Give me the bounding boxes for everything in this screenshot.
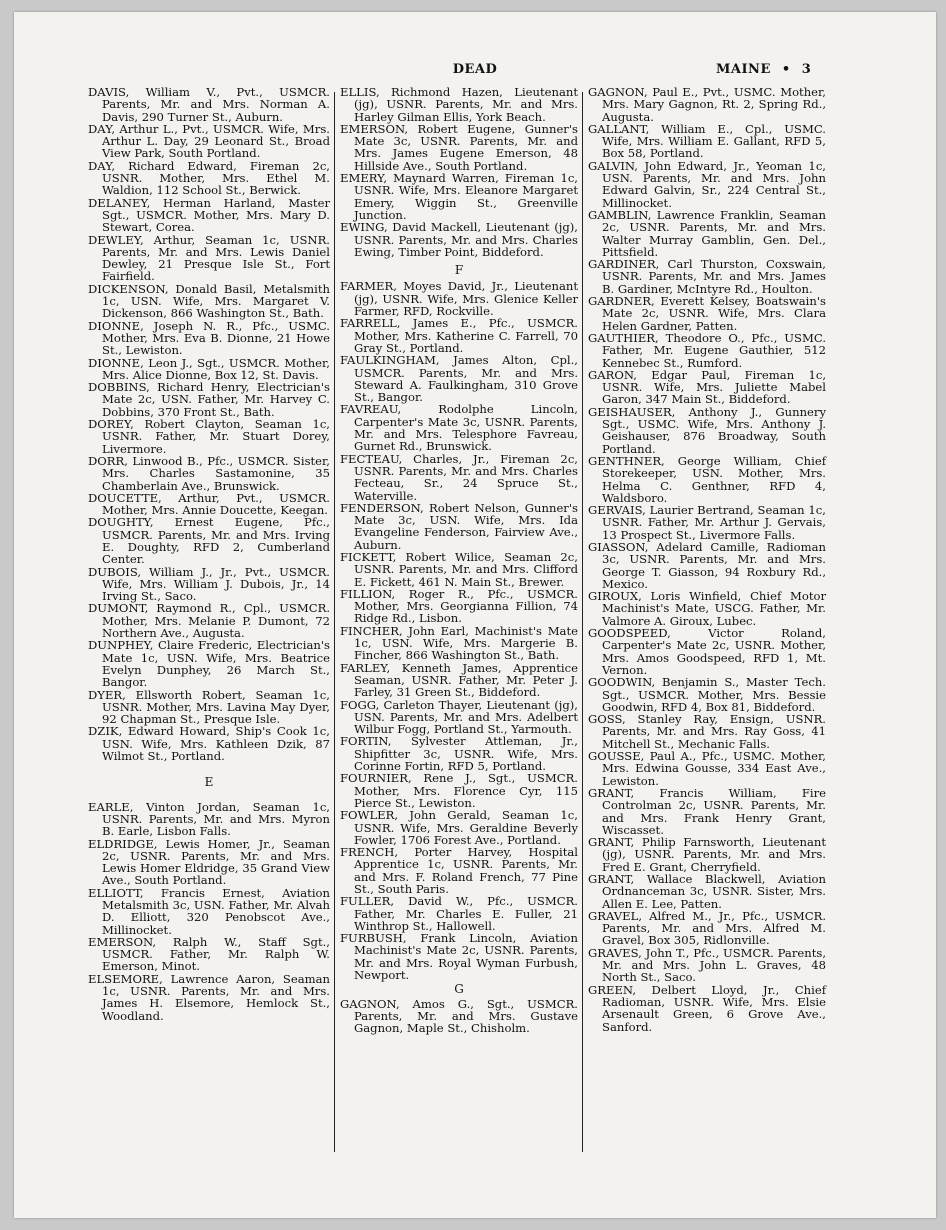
casualty-entry: DAVIS, William V., Pvt., USMCR. Parents, Mr. and Mrs. Norman A. Davis, 290 Turner St., Auburn. (88, 85, 330, 124)
casualty-entry: EMERY, Maynard Warren, Fireman 1c, USNR. Wife, Mrs. Eleanore Margaret Emery, Wiggin St., Greenville Junction. (340, 171, 578, 222)
page-number: 3 (801, 62, 812, 77)
casualty-entry: GARDNER, Everett Kelsey, Boatswain's Mate 2c, USNR. Wife, Mrs. Clara Helen Gardner, Patten. (588, 294, 826, 333)
casualty-entry: FOWLER, John Gerald, Seaman 1c, USNR. Wife, Mrs. Geraldine Beverly Fowler, 1706 Forest Ave., Portland. (340, 808, 578, 847)
casualty-entry: GRAVEL, Alfred M., Jr., Pfc., USMCR. Parents, Mr. and Mrs. Alfred M. Gravel, Box 305, Ridlonville. (588, 908, 826, 948)
casualty-entry: FILLION, Roger R., Pfc., USMCR. Mother, Mrs. Georgianna Fillion, 74 Ridge Rd., Lisbon. (340, 586, 578, 626)
casualty-entry: GRANT, Philip Farnsworth, Lieutenant (jg), USNR. Parents, Mr. and Mrs. Fred E. Grant, Cherryfield. (588, 835, 826, 874)
casualty-entry: GENTHNER, George William, Chief Storekeeper, USN. Mother, Mrs. Helma C. Genthner, RFD 4, Waldsboro. (588, 453, 826, 505)
casualty-entry: DAY, Arthur L., Pvt., USMCR. Wife, Mrs. Arthur L. Day, 29 Leonard St., Broad View Park, South Portland. (88, 121, 330, 161)
casualty-entry: GREEN, Delbert Lloyd, Jr., Chief Radioman, USNR. Wife, Mrs. Elsie Arsenault Green, 6 Grove Ave., Sanford. (588, 982, 826, 1034)
casualty-entry: GOUSSE, Paul A., Pfc., USMC. Mother, Mrs. Edwina Gousse, 334 East Ave., Lewiston. (588, 749, 826, 788)
casualty-entry: GOSS, Stanley Ray, Ensign, USNR. Parents, Mr. and Mrs. Ray Goss, 41 Mitchell St., Mechanic Falls. (588, 712, 826, 751)
state-name: MAINE (716, 62, 771, 77)
casualty-entry: FICKETT, Robert Wilice, Seaman 2c, USNR. Parents, Mr. and Mrs. Clifford E. Fickett, 461 N. Main St., Brewer. (340, 549, 578, 589)
casualty-entry: GOODSPEED, Victor Roland, Carpenter's Mate 2c, USNR. Mother, Mrs. Amos Goodspeed, RFD 1, Mt. Vernon. (588, 626, 826, 677)
casualty-entry: FRENCH, Porter Harvey, Hospital Apprentice 1c, USNR. Parents, Mr. and Mrs. F. Roland French, 77 Pine St., South Paris. (340, 845, 578, 896)
casualty-entry: DZIK, Edward Howard, Ship's Cook 1c, USN. Wife, Mrs. Kathleen Dzik, 87 Wilmot St., Portland. (88, 724, 330, 764)
letter-heading-e: E (204, 775, 214, 790)
casualty-entry: ELLIS, Richmond Hazen, Lieutenant (jg), USNR. Parents, Mr. and Mrs. Harley Gilman Ellis, York Beach. (340, 85, 578, 124)
casualty-entry: FECTEAU, Charles, Jr., Fireman 2c, USNR. Parents, Mr. and Mrs. Charles Fecteau, Sr., 24 Spruce St., Waterville. (340, 451, 578, 503)
casualty-entry: GAMBLIN, Lawrence Franklin, Seaman 2c, USNR. Parents, Mr. and Mrs. Walter Murray Gamblin, Gen. Del., Pittsfield. (588, 207, 826, 259)
casualty-entry: GERVAIS, Laurier Bertrand, Seaman 1c, USNR. Father, Mr. Arthur J. Gervais, 13 Prospect St., Livermore Falls. (588, 503, 826, 542)
casualty-entry: DUNPHEY, Claire Frederic, Electrician's Mate 1c, USN. Wife, Mrs. Beatrice Evelyn Dunphey, 26 March St., Bangor. (88, 638, 330, 690)
casualty-entry: DIONNE, Joseph N. R., Pfc., USMC. Mother, Mrs. Eva B. Dionne, 21 Howe St., Lewiston. (88, 318, 330, 358)
casualty-entry: DICKENSON, Donald Basil, Metalsmith 1c, USN. Wife, Mrs. Margaret V. Dickenson, 866 Washington St., Bath. (88, 281, 330, 321)
casualty-entry: GRANT, Wallace Blackwell, Aviation Ordnanceman 3c, USNR. Sister, Mrs. Allen E. Lee, Patten. (588, 872, 826, 911)
casualty-entry: GAGNON, Amos G., Sgt., USMCR. Parents, Mr. and Mrs. Gustave Gagnon, Maple St., Chisholm. (340, 996, 578, 1036)
casualty-entry: GALLANT, William E., Cpl., USMC. Wife, Mrs. William E. Gallant, RFD 5, Box 58, Portland. (588, 121, 826, 161)
casualty-entry: DUBOIS, William J., Jr., Pvt., USMCR. Wife, Mrs. William J. Dubois, Jr., 14 Irving St., Saco. (88, 564, 330, 604)
page-header-right (716, 62, 811, 77)
casualty-entry: GALVIN, John Edward, Jr., Yeoman 1c, USN. Parents, Mr. and Mrs. John Edward Galvin, Sr., 224 Central St., Millinocket. (588, 158, 826, 210)
casualty-entry: DOREY, Robert Clayton, Seaman 1c, USNR. Father, Mr. Stuart Dorey, Livermore. (88, 417, 330, 456)
casualty-entry: GAUTHIER, Theodore O., Pfc., USMC. Father, Mr. Eugene Gauthier, 512 Kennebec St., Rumford. (588, 330, 826, 370)
casualty-entry: DEWLEY, Arthur, Seaman 1c, USNR. Parents, Mr. and Mrs. Lewis Daniel Dewley, 21 Presque Isle St., Fort Fairfield. (88, 232, 330, 284)
casualty-entry: FORTIN, Sylvester Attleman, Jr., Shipfitter 3c, USNR. Wife, Mrs. Corinne Fortin, RFD 5, Portland. (340, 734, 578, 774)
header-bullet: • (781, 62, 791, 77)
casualty-entry: EMERSON, Robert Eugene, Gunner's Mate 3c, USNR. Parents, Mr. and Mrs. James Eugene Emerson, 48 Hillside Ave., South Portland. (340, 121, 578, 173)
casualty-entry: GIROUX, Loris Winfield, Chief Motor Machinist's Mate, USCG. Father, Mr. Valmore A. Giroux, Lubec. (588, 589, 826, 628)
casualty-entry: DELANEY, Herman Harland, Master Sgt., USMCR. Mother, Mrs. Mary D. Stewart, Corea. (88, 195, 330, 235)
casualty-entry: EARLE, Vinton Jordan, Seaman 1c, USNR. Parents, Mr. and Mrs. Myron B. Earle, Lisbon Falls. (88, 799, 330, 839)
casualty-entry: FARRELL, James E., Pfc., USMCR. Mother, Mrs. Katherine C. Farrell, 70 Gray St., Portland. (340, 316, 578, 355)
casualty-entry: FARLEY, Kenneth James, Apprentice Seaman, USNR. Father, Mr. Peter J. Farley, 31 Green St., Biddeford. (340, 660, 578, 700)
casualty-entry: GARON, Edgar Paul, Fireman 1c, USNR. Wife, Mrs. Juliette Mabel Garon, 347 Main St., Biddeford. (588, 367, 826, 407)
casualty-entry: GRANT, Francis William, Fire Controlman 2c, USNR. Parents, Mr. and Mrs. Frank Henry Grant, Wiscasset. (588, 785, 826, 837)
casualty-entry: GEISHAUSER, Anthony J., Gunnery Sgt., USMC. Wife, Mrs. Anthony J. Geishauser, 876 Broadway, South Portland. (588, 404, 826, 456)
casualty-entry: FARMER, Moyes David, Jr., Lieutenant (jg), USNR. Wife, Mrs. Glenice Keller Farmer, RFD, Rockville. (340, 279, 578, 319)
casualty-entry: DOUGHTY, Ernest Eugene, Pfc., USMCR. Parents, Mr. and Mrs. Irving E. Doughty, RFD 2, Cumberland Center. (88, 515, 330, 567)
column-divider (334, 92, 335, 1152)
casualty-entry: DAY, Richard Edward, Fireman 2c, USNR. Mother, Mrs. Ethel M. Waldion, 112 School St., Berwick. (88, 158, 330, 198)
casualty-entry: EMERSON, Ralph W., Staff Sgt., USMCR. Father, Mr. Ralph W. Emerson, Minot. (88, 934, 330, 974)
column-divider (582, 92, 583, 1152)
casualty-entry: GRAVES, John T., Pfc., USMCR. Parents, Mr. and Mrs. John L. Graves, 48 North St., Saco. (588, 945, 826, 985)
casualty-entry: GAGNON, Paul E., Pvt., USMC. Mother, Mrs. Mary Gagnon, Rt. 2, Spring Rd., Augusta. (588, 85, 826, 124)
casualty-entry: FOURNIER, Rene J., Sgt., USMCR. Mother, Mrs. Florence Cyr, 115 Pierce St., Lewiston. (340, 771, 578, 810)
casualty-entry: FURBUSH, Frank Lincoln, Aviation Machinist's Mate 2c, USNR. Parents, Mr. and Mrs. Royal Wyman Furbush, Newport. (340, 931, 578, 983)
casualty-entry: DYER, Ellsworth Robert, Seaman 1c, USNR. Mother, Mrs. Lavina May Dyer, 92 Chapman St., Presque Isle. (88, 687, 330, 727)
casualty-entry: DORR, Linwood B., Pfc., USMCR. Sister, Mrs. Charles Sastamonine, 35 Chamberlain Ave., Brunswick. (88, 453, 330, 493)
casualty-entry: DIONNE, Leon J., Sgt., USMCR. Mother, Mrs. Alice Dionne, Box 12, St. Davis. (88, 355, 330, 382)
casualty-entry: FINCHER, John Earl, Machinist's Mate 1c, USN. Wife, Mrs. Margerie B. Fincher, 866 Washington St., Bath. (340, 623, 578, 663)
casualty-entry: GIASSON, Adelard Camille, Radioman 3c, USNR. Parents, Mr. and Mrs. George T. Giasson, 94 Roxbury Rd., Mexico. (588, 539, 826, 591)
casualty-entry: DOUCETTE, Arthur, Pvt., USMCR. Mother, Mrs. Annie Doucette, Keegan. (88, 490, 330, 518)
casualty-entry: FAVREAU, Rodolphe Lincoln, Carpenter's Mate 3c, USNR. Parents, Mr. and Mrs. Telesphore Favreau, Gurnet Rd., Brunswick. (340, 402, 578, 454)
casualty-entry: EWING, David Mackell, Lieutenant (jg), USNR. Parents, Mr. and Mrs. Charles Ewing, Timber Point, Biddeford. (340, 220, 578, 259)
column-1 (88, 86, 330, 1022)
casualty-entry: DOBBINS, Richard Henry, Electrician's Mate 2c, USN. Father, Mr. Harvey C. Dobbins, 370 Front St., Bath. (88, 380, 330, 419)
casualty-entry: FAULKINGHAM, James Alton, Cpl., USMCR. Parents, Mr. and Mrs. Steward A. Faulkingham, 310 Grove St., Bangor. (340, 353, 578, 405)
casualty-entry: FULLER, David W., Pfc., USMCR. Father, Mr. Charles E. Fuller, 21 Winthrop St., Hallowell. (340, 894, 578, 933)
letter-heading-g: G (454, 982, 464, 997)
casualty-entry: DUMONT, Raymond R., Cpl., USMCR. Mother, Mrs. Melanie P. Dumont, 72 Northern Ave., Augusta. (88, 601, 330, 641)
document-page (14, 12, 936, 1218)
casualty-entry: ELSEMORE, Lawrence Aaron, Seaman 1c, USNR. Parents, Mr. and Mrs. James H. Elsemore, Hemlock St., Woodland. (88, 971, 330, 1023)
casualty-entry: GOODWIN, Benjamin S., Master Tech. Sgt., USMCR. Mother, Mrs. Bessie Goodwin, RFD 4, Box 81, Biddeford. (588, 675, 826, 714)
column-2 (340, 86, 578, 1035)
casualty-entry: FENDERSON, Robert Nelson, Gunner's Mate 3c, USN. Wife, Mrs. Ida Evangeline Fenderson, Fairview Ave., Auburn. (340, 500, 578, 552)
casualty-entry: ELDRIDGE, Lewis Homer, Jr., Seaman 2c, USNR. Parents, Mr. and Mrs. Lewis Homer Eldridge, 35 Grand View Ave., South Portland. (88, 836, 330, 888)
letter-heading-f: F (454, 263, 464, 278)
column-3 (588, 86, 826, 1033)
casualty-entry: FOGG, Carleton Thayer, Lieutenant (jg), USN. Parents, Mr. and Mrs. Adelbert Wilbur Fogg, Portland St., Yarmouth. (340, 697, 578, 737)
section-heading: DEAD (452, 62, 498, 77)
casualty-entry: ELLIOTT, Francis Ernest, Aviation Metalsmith 3c, USN. Father, Mr. Alvah D. Elliott, 320 Penobscot Ave., Millinocket. (88, 885, 330, 937)
casualty-entry: GARDINER, Carl Thurston, Coxswain, USNR. Parents, Mr. and Mrs. James B. Gardiner, McIntyre Rd., Houlton. (588, 257, 826, 296)
